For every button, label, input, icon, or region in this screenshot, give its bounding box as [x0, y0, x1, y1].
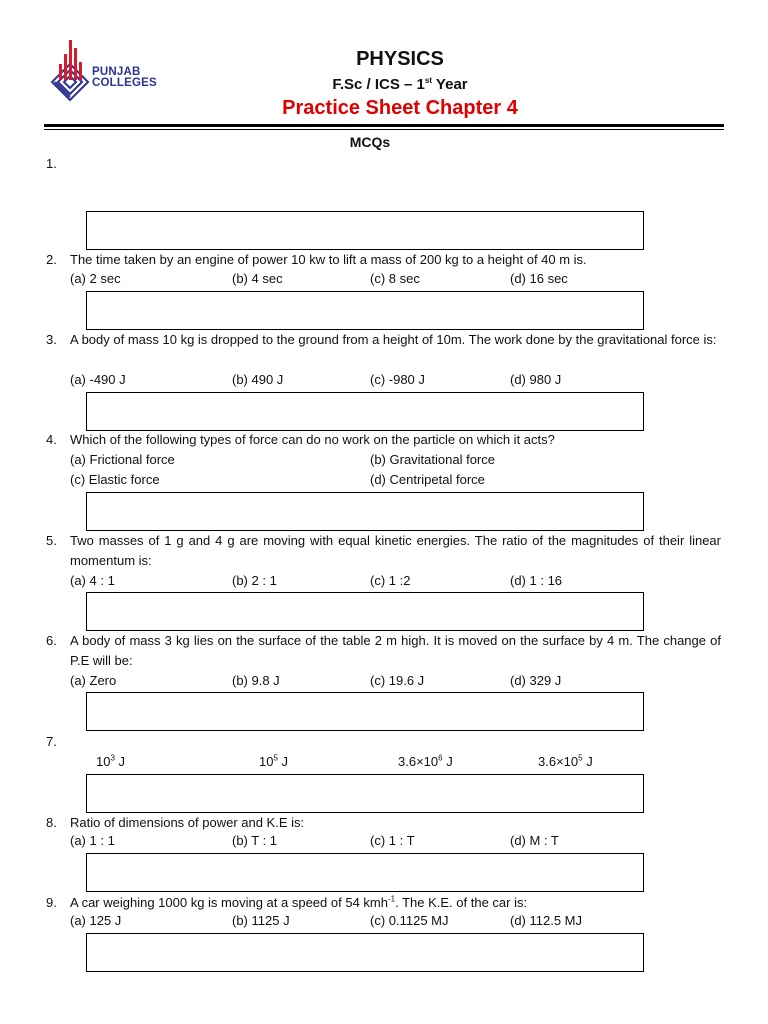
q9-text-sup: -1: [387, 894, 396, 904]
class-title-prefix: F.Sc / ICS – 1: [332, 76, 425, 93]
q5-option-d: (d) 1 : 16: [510, 573, 563, 588]
q9-option-d: (d) 112.5 MJ: [510, 913, 583, 928]
q7-c-unit: J: [442, 754, 453, 769]
q9-option-b: (b) 1125 J: [232, 913, 290, 928]
class-title: [200, 76, 600, 93]
q6-option-a: (a) Zero: [70, 673, 117, 688]
q2-option-a: (a) 2 sec: [70, 271, 121, 286]
subject-title: PHYSICS: [356, 48, 444, 70]
q3-text: A body of mass 10 kg is dropped to the ground from a height of 10m. The work done by the gravitational force is:: [70, 332, 717, 347]
q2-option-c: (c) 8 sec: [370, 271, 420, 286]
q7-option-d: [538, 754, 593, 769]
q7-d-base: 3.6×10: [538, 754, 579, 769]
q8-answer-box[interactable]: [86, 853, 644, 892]
q6-option-b: (b) 9.8 J: [232, 673, 280, 688]
logo-wordmark: [92, 67, 157, 89]
header-divider-thick: [44, 124, 724, 127]
q4-number: 4.: [46, 432, 57, 447]
q1-answer-box[interactable]: [86, 211, 644, 250]
q5-option-b: (b) 2 : 1: [232, 573, 277, 588]
q8-option-c: (c) 1 : T: [370, 833, 415, 848]
q7-answer-box[interactable]: [86, 774, 644, 813]
q9-answer-box[interactable]: [86, 933, 644, 972]
q7-c-base: 3.6×10: [398, 754, 439, 769]
q9-text-pre: A car weighing 1000 kg is moving at a speed of 54 kmh: [70, 895, 388, 910]
q7-c-exp: 6: [438, 753, 443, 763]
section-heading: MCQs: [349, 134, 391, 150]
q4-option-a: (a) Frictional force: [70, 452, 175, 467]
q7-number: 7.: [46, 734, 57, 749]
q4-text: Which of the following types of force can do no work on the particle on which it acts?: [70, 432, 555, 447]
q5-number: 5.: [46, 533, 57, 548]
q8-option-d: (d) M : T: [510, 833, 559, 848]
q6-answer-box[interactable]: [86, 692, 644, 731]
class-title-suffix: Year: [432, 76, 468, 93]
q7-a-base: 10: [96, 754, 111, 769]
class-title-sup: st: [424, 76, 433, 85]
q7-option-c: [398, 754, 453, 769]
q3-answer-box[interactable]: [86, 392, 644, 431]
q9-text: [70, 893, 721, 913]
header-divider-thin: [44, 129, 724, 130]
q9-number: 9.: [46, 895, 57, 910]
q2-number: 2.: [46, 252, 57, 267]
q5-text: Two masses of 1 g and 4 g are moving with equal kinetic energies. The ratio of the magnitudes of their linear momentum is:: [70, 533, 721, 568]
q8-option-a: (a) 1 : 1: [70, 833, 115, 848]
q3-option-c: (c) -980 J: [370, 372, 425, 387]
q3-option-b: (b) 490 J: [232, 372, 284, 387]
q2-option-b: (b) 4 sec: [232, 271, 283, 286]
q7-a-exp: 3: [110, 753, 115, 763]
q3-option-d: (d) 980 J: [510, 372, 562, 387]
q8-number: 8.: [46, 815, 57, 830]
q5-answer-box[interactable]: [86, 592, 644, 631]
q7-b-base: 10: [259, 754, 274, 769]
q7-b-unit: J: [277, 754, 289, 769]
q3-option-a: (a) -490 J: [70, 372, 126, 387]
q9-option-a: (a) 125 J: [70, 913, 122, 928]
q2-option-d: (d) 16 sec: [510, 271, 568, 286]
q5-option-c: (c) 1 :2: [370, 573, 411, 588]
q2-answer-box[interactable]: [86, 291, 644, 330]
q6-number: 6.: [46, 633, 57, 648]
q9-option-c: (c) 0.1125 MJ: [370, 913, 449, 928]
q9-text-post: . The K.E. of the car is:: [395, 895, 528, 910]
q6-option-c: (c) 19.6 J: [370, 673, 425, 688]
q7-option-b: [259, 754, 288, 769]
q1-number: 1.: [46, 156, 57, 171]
sheet-title: Practice Sheet Chapter 4: [282, 97, 518, 119]
q3-number: 3.: [46, 332, 57, 347]
q7-d-unit: J: [582, 754, 593, 769]
q4-answer-box[interactable]: [86, 492, 644, 531]
q7-d-exp: 5: [578, 753, 583, 763]
q7-option-a: [96, 754, 125, 769]
logo-line-punjab: PUNJAB: [92, 66, 141, 78]
logo-emblem-icon: [50, 36, 90, 108]
punjab-colleges-logo: [50, 36, 200, 108]
q4-option-c: (c) Elastic force: [70, 472, 160, 487]
q8-text: Ratio of dimensions of power and K.E is:: [70, 815, 305, 830]
q6-text: A body of mass 3 kg lies on the surface of the table 2 m high. It is moved on the surface by 4 m. The change of P.E will be:: [70, 633, 721, 668]
q8-option-b: (b) T : 1: [232, 833, 278, 848]
q2-text: The time taken by an engine of power 10 kw to lift a mass of 200 kg to a height of 40 m is.: [70, 252, 587, 267]
logo-line-colleges: COLLEGES: [92, 77, 157, 89]
q7-a-unit: J: [114, 754, 126, 769]
q4-option-b: (b) Gravitational force: [370, 452, 495, 467]
q6-option-d: (d) 329 J: [510, 673, 562, 688]
q7-b-exp: 5: [273, 753, 278, 763]
q5-option-a: (a) 4 : 1: [70, 573, 115, 588]
q4-option-d: (d) Centripetal force: [370, 472, 485, 487]
